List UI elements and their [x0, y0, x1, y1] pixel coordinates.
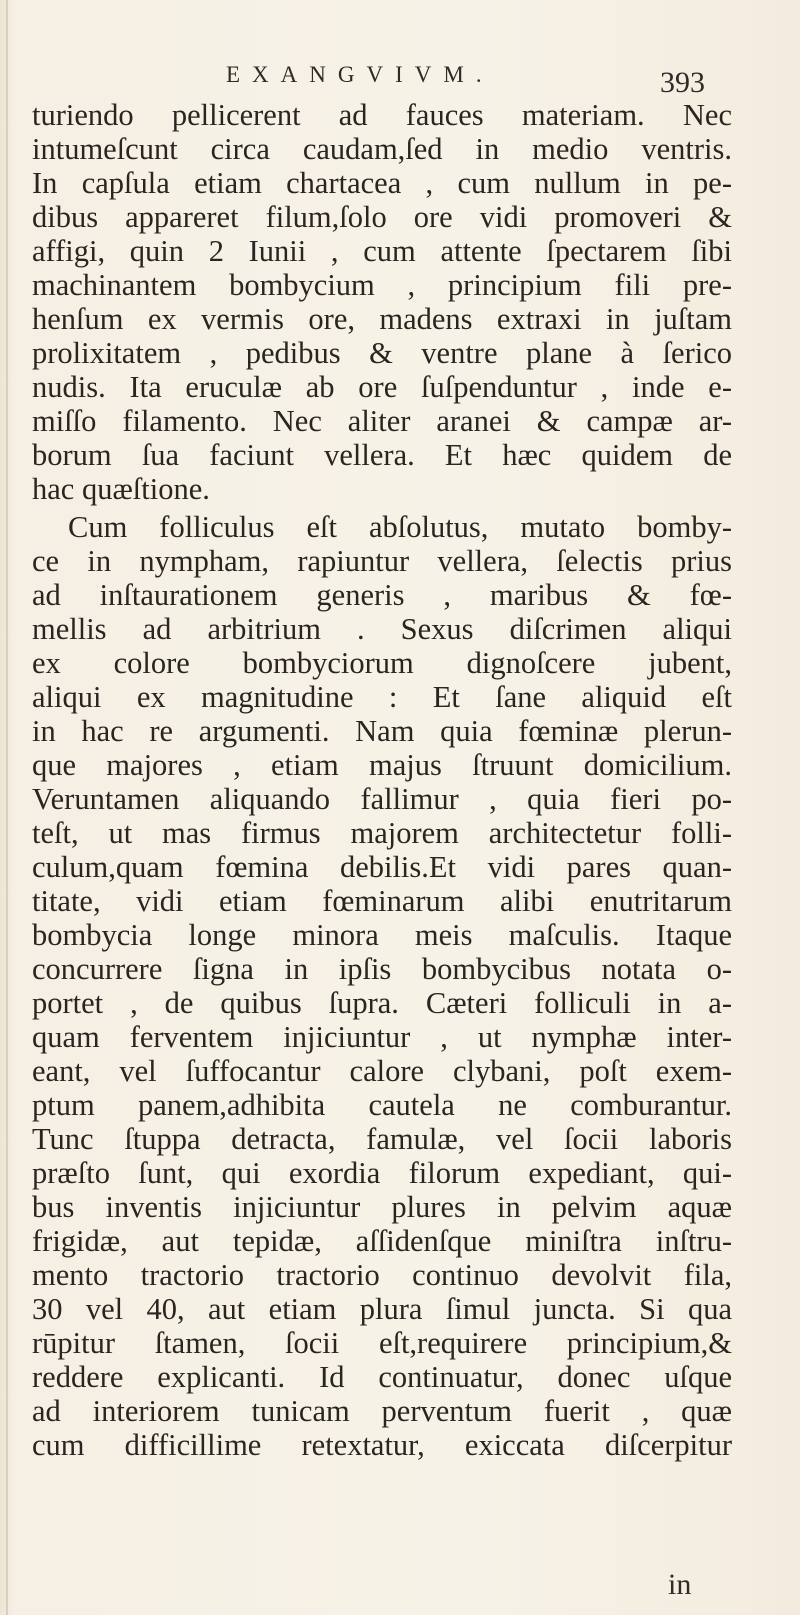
text-line: Tunc ſtuppa detracta, famulæ, vel ſocii laboris [32, 1122, 732, 1156]
text-line: mento tractorio tractorio continuo devolvit fila, [32, 1258, 732, 1292]
paragraph-first-line: Cum folliculus eſt abſolutus, mutato bomby- [68, 510, 732, 544]
text-line: ex colore bombyciorum dignoſcere jubent, [32, 646, 732, 680]
running-head: EXANGVIVM. [226, 62, 494, 87]
text-line: cum difficillime retextatur, exiccata diſcerpitur [32, 1428, 732, 1462]
text-line: aliqui ex magnitudine : Et ſane aliquid eſt [32, 680, 732, 714]
text-line: bus inventis injiciuntur plures in pelvim aquæ [32, 1190, 732, 1224]
text-line: ad inſtaurationem generis , maribus & fœ- [32, 578, 732, 612]
page-number: 393 [660, 66, 705, 99]
text-line: titate, vidi etiam fœminarum alibi enutritarum [32, 884, 732, 918]
text-line: dibus appareret filum,ſolo ore vidi promoveri & [32, 200, 732, 234]
text-line: ptum panem,adhibita cautela ne comburantur. [32, 1088, 732, 1122]
text-line: borum ſua faciunt vellera. Et hæc quidem de [32, 438, 732, 472]
text-line: frigidæ, aut tepidæ, aſſidenſque miniſtra inſtru- [32, 1224, 732, 1258]
text-line: nudis. Ita eruculæ ab ore ſuſpenduntur , inde e- [32, 370, 732, 404]
text-line: bombycia longe minora meis maſculis. Itaque [32, 918, 732, 952]
text-line: hac quæſtione. [32, 472, 210, 506]
text-line: Veruntamen aliquando fallimur , quia fieri po- [32, 782, 732, 816]
text-line: præſto ſunt, qui exordia filorum expediant, qui- [32, 1156, 732, 1190]
text-line: prolixitatem , pedibus & ventre plane à ſerico [32, 336, 732, 370]
text-line: in hac re argumenti. Nam quia fœminæ plerun- [32, 714, 732, 748]
text-line: In capſula etiam chartacea , cum nullum in pe- [32, 166, 732, 200]
text-line: mellis ad arbitrium . Sexus diſcrimen aliqui [32, 612, 732, 646]
text-line: portet , de quibus ſupra. Cæteri folliculi in a- [32, 986, 732, 1020]
text-line: ad interiorem tunicam perventum fuerit , quæ [32, 1394, 732, 1428]
text-line: teſt, ut mas firmus majorem architectetur folli- [32, 816, 732, 850]
text-line: miſſo filamento. Nec aliter aranei & campæ ar- [32, 404, 732, 438]
body-text [32, 98, 732, 1462]
text-line: concurrere ſigna in ipſis bombycibus notata o- [32, 952, 732, 986]
text-line: intumeſcunt circa caudam,ſed in medio ventris. [32, 132, 732, 166]
page-header [0, 58, 800, 98]
catchword: in [668, 1568, 692, 1601]
text-line: 30 vel 40, aut etiam plura ſimul juncta. Si qua [32, 1292, 732, 1326]
text-line: henſum ex vermis ore, madens extraxi in juſtam [32, 302, 732, 336]
text-line: ce in nympham, rapiuntur vellera, ſelectis prius [32, 544, 732, 578]
text-line: reddere explicanti. Id continuatur, donec uſque [32, 1360, 732, 1394]
text-line: affigi, quin 2 Iunii , cum attente ſpectarem ſibi [32, 234, 732, 268]
text-line: machinantem bombycium , principium fili pre- [32, 268, 732, 302]
text-line: eant, vel ſuffocantur calore clybani, poſt exem- [32, 1054, 732, 1088]
text-line: turiendo pellicerent ad fauces materiam. Nec [32, 98, 732, 132]
text-line: culum,quam fœmina debilis.Et vidi pares quan- [32, 850, 732, 884]
page-gutter [6, 0, 8, 1615]
text-line: quam ferventem injiciuntur , ut nymphæ inter- [32, 1020, 732, 1054]
text-line: que majores , etiam majus ſtruunt domicilium. [32, 748, 732, 782]
text-line: rūpitur ſtamen, ſocii eſt,requirere principium,& [32, 1326, 732, 1360]
